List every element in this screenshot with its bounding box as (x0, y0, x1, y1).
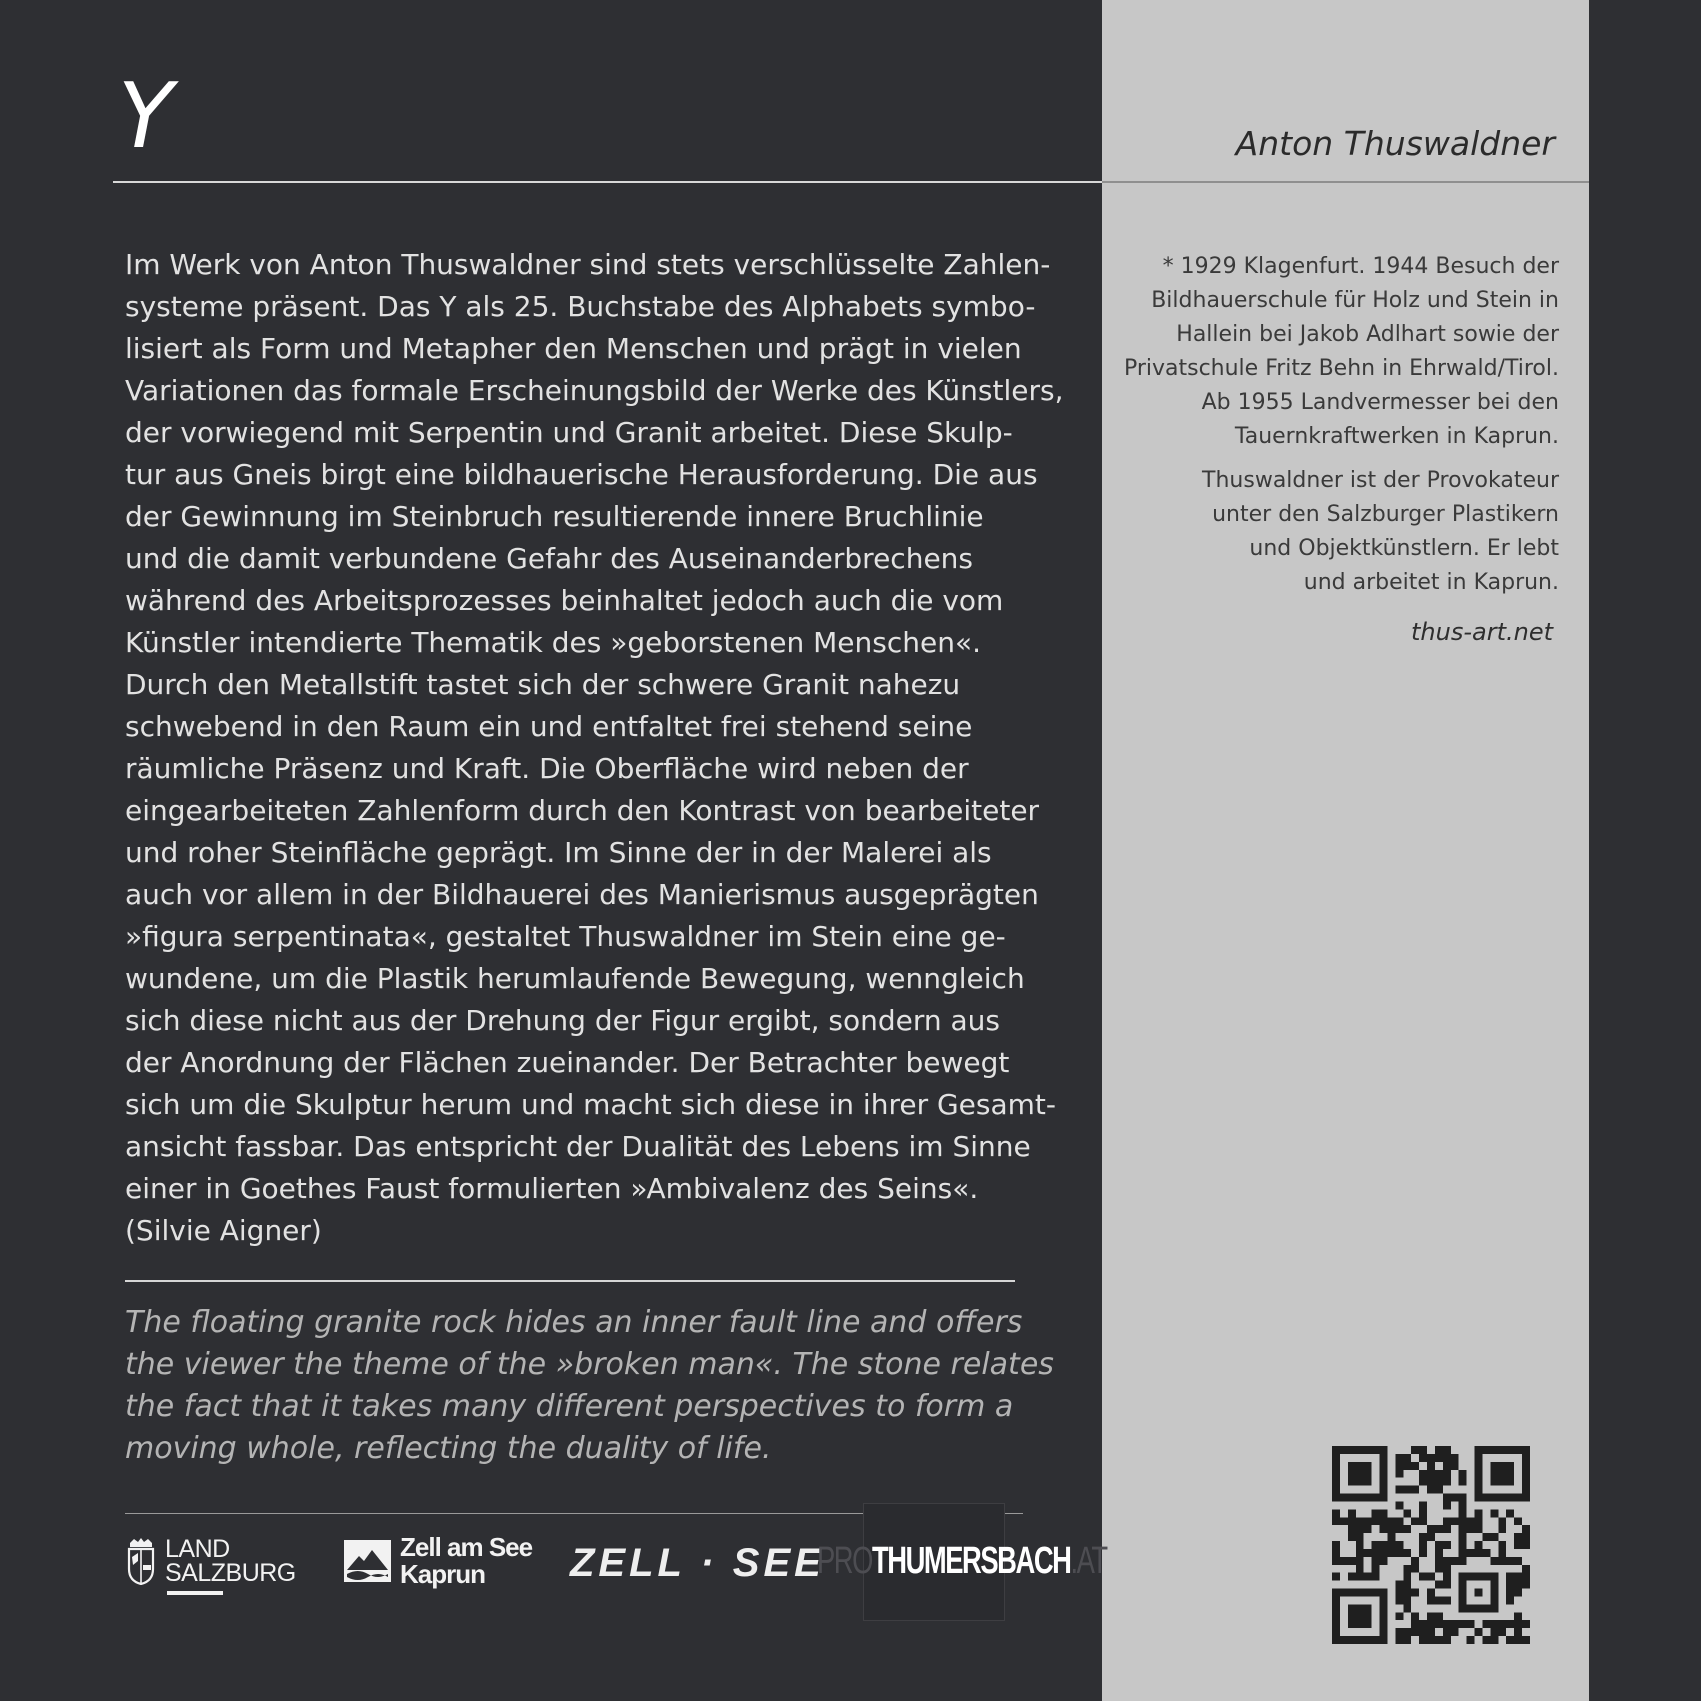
text-line: unter den Salzburger Plastikern (1212, 502, 1559, 527)
text-line: sich diese nicht aus der Drehung der Figur ergibt, sondern aus (125, 1004, 1001, 1037)
text-line: Privatschule Fritz Behn in Ehrwald/Tirol. (1123, 356, 1559, 381)
logo-text-line: SALZBURG (165, 1559, 296, 1587)
artist-name: Anton Thuswaldner (1235, 124, 1555, 163)
pro-thumersbach-logo (817, 1503, 1107, 1621)
text-line: schwebend in den Raum ein und entfaltet frei stehend seine (125, 710, 973, 743)
text-line: Tauernkraftwerken in Kaprun. (1234, 424, 1559, 449)
text-line: der vorwiegend mit Serpentin und Granit arbeitet. Diese Skulp- (125, 416, 1013, 449)
right-edge-strip (1589, 0, 1701, 1701)
text-line: Künstler intendierte Thematik des »geborstenen Menschen«. (125, 626, 982, 659)
text-line: the fact that it takes many different perspectives to form a (125, 1389, 1014, 1424)
text-line: der Anordnung der Flächen zueinander. Der Betrachter bewegt (125, 1046, 1010, 1079)
zell-am-see-kaprun-text (400, 1534, 532, 1588)
text-line: räumliche Präsenz und Kraft. Die Oberfläche wird neben der (125, 752, 969, 785)
text-line: Ab 1955 Landvermesser bei den (1201, 390, 1559, 415)
logo-text-line: LAND (165, 1535, 230, 1563)
section-divider (125, 1280, 1015, 1282)
text-line: während des Arbeitsprozesses beinhaltet jedoch auch die vom (125, 584, 1004, 617)
logo-main-word: THUMERSBACH (871, 1540, 1071, 1582)
land-salzburg-logo (127, 1535, 297, 1595)
text-line: der Gewinnung im Steinbruch resultierende innere Bruchlinie (125, 500, 984, 533)
logo-text-line: Zell am See (400, 1532, 533, 1562)
logo-text-line: Kaprun (400, 1559, 485, 1589)
text-line: und die damit verbundene Gefahr des Auseinanderbrechens (125, 542, 973, 575)
text-line: eingearbeiteten Zahlenform durch den Kontrast von bearbeiteter (125, 794, 1040, 827)
text-line: * 1929 Klagenfurt. 1944 Besuch der (1162, 254, 1559, 279)
text-line: Durch den Metallstift tastet sich der schwere Granit nahezu (125, 668, 961, 701)
text-line: Im Werk von Anton Thuswaldner sind stets verschlüsselte Zahlen- (125, 248, 1051, 281)
text-line: the viewer the theme of the »broken man«. The stone relates (125, 1347, 1054, 1382)
zell-am-see-kaprun-logo (344, 1534, 544, 1590)
pro-thumersbach-text (817, 1539, 1107, 1583)
logo-prefix: PRO (817, 1540, 872, 1582)
text-line: und Objektkünstlern. Er lebt (1249, 536, 1559, 561)
german-description (125, 244, 1064, 1252)
text-line: Hallein bei Jakob Adlhart sowie der (1176, 322, 1559, 347)
qr-code-icon[interactable] (1332, 1446, 1530, 1644)
header-rule (113, 181, 1102, 183)
text-line: systeme präsent. Das Y als 25. Buchstabe des Alphabets symbo- (125, 290, 1036, 323)
land-salzburg-crest-icon (127, 1537, 155, 1585)
bio-paragraph-1 (1119, 250, 1559, 454)
text-line: wundene, um die Plastik herumlaufende Bewegung, wenngleich (125, 962, 1025, 995)
text-line: tur aus Gneis birgt eine bildhauerische Herausforderung. Die aus (125, 458, 1038, 491)
text-line: Thuswaldner ist der Provokateur (1202, 468, 1559, 493)
logo-underline (167, 1591, 223, 1595)
text-line: moving whole, reflecting the duality of life. (125, 1431, 772, 1466)
text-line: und arbeitet in Kaprun. (1303, 570, 1559, 595)
text-line: sich um die Skulptur herum und macht sich diese in ihrer Gesamt- (125, 1088, 1057, 1121)
text-line: auch vor allem in der Bildhauerei des Manierismus ausgeprägten (125, 878, 1039, 911)
zell-am-see-mountain-icon (344, 1540, 391, 1582)
artist-website-link[interactable]: thus-art.net (1411, 618, 1553, 646)
land-salzburg-text (165, 1537, 296, 1585)
bio-paragraph-2 (1119, 464, 1559, 600)
header-rule-panel (1102, 181, 1589, 183)
text-line: Bildhauerschule für Holz und Stein in (1151, 288, 1559, 313)
english-summary (125, 1302, 1054, 1470)
zell-see-logo: ZELL · SEE (570, 1541, 825, 1585)
text-line: Variationen das formale Erscheinungsbild der Werke des Künstlers, (125, 374, 1064, 407)
text-line: einer in Goethes Faust formulierten »Ambivalenz des Seins«. (125, 1172, 979, 1205)
text-line: ansicht fassbar. Das entspricht der Dualität des Lebens im Sinne (125, 1130, 1031, 1163)
artist-bio (1119, 250, 1559, 600)
text-line: »figura serpentinata«, gestaltet Thuswaldner im Stein eine ge- (125, 920, 1006, 953)
artwork-title: Y (118, 64, 173, 169)
text-line: lisiert als Form und Metapher den Menschen und prägt in vielen (125, 332, 1022, 365)
text-line: (Silvie Aigner) (125, 1214, 322, 1247)
logo-suffix: .AT (1070, 1540, 1107, 1582)
text-line: The floating granite rock hides an inner fault line and offers (125, 1305, 1023, 1340)
text-line: und roher Steinfläche geprägt. Im Sinne der in der Malerei als (125, 836, 992, 869)
